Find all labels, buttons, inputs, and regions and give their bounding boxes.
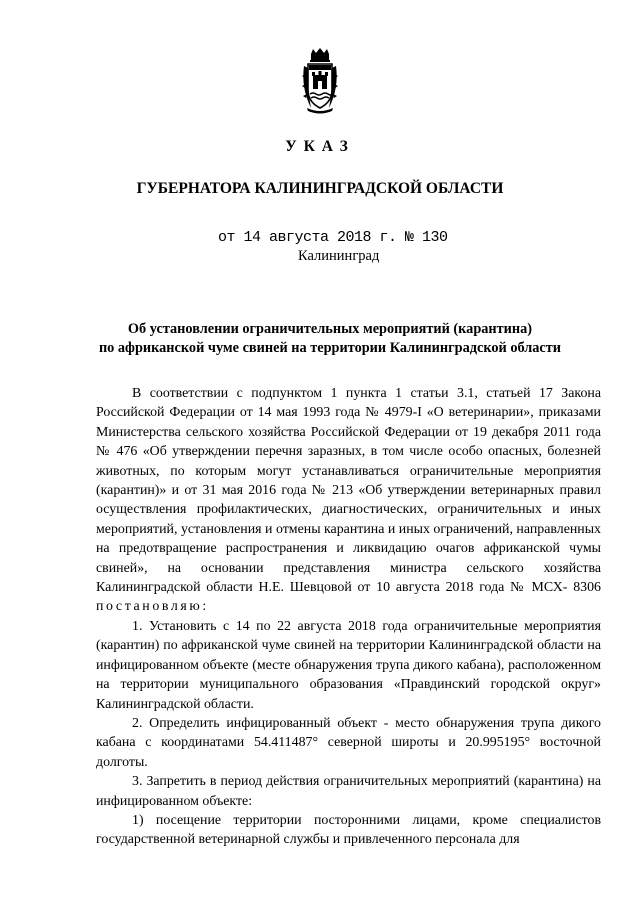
coat-of-arms-emblem bbox=[299, 48, 341, 114]
item-2: 2. Определить инфицированный объект - место обнаружения трупа дикого кабана с координатами 54.411487° северной широты и 20.995195° восточной долготы. bbox=[96, 715, 601, 770]
item-3-1: 1) посещение территории посторонними лицами, кроме специалистов государственной ветеринарной службы и привлеченного персонала для bbox=[96, 812, 601, 848]
issuer-heading: ГУБЕРНАТОРА КАЛИНИНГРАДСКОЙ ОБЛАСТИ bbox=[136, 180, 504, 197]
decree-title-line-2: по африканской чуме свиней на территории Калининградской области bbox=[98, 340, 562, 356]
item-3: 3. Запретить в период действия ограничительных мероприятий (карантина) на инфицированном объекте: bbox=[96, 774, 601, 809]
decree-title-line-1: Об установлении ограничительных мероприятий (карантина) bbox=[127, 321, 533, 337]
decree-body bbox=[96, 384, 601, 850]
item-1: 1. Установить с 14 по 22 августа 2018 года ограничительные мероприятия (карантин) по африканской чуме свиней на территории Калининградской области на инфицированном объекте (месте обнаружения трупа дикого кабана), расположенном на территории муниципального образования «Правдинский городской округ» Калининградской области. bbox=[96, 618, 601, 712]
decree-word: постановляю: bbox=[96, 599, 209, 615]
city-name: Калининград bbox=[298, 248, 380, 264]
date-and-number: от 14 августа 2018 г. № 130 bbox=[218, 229, 448, 246]
preamble-paragraph bbox=[96, 384, 601, 617]
preamble-text: В соответствии с подпунктом 1 пункта 1 статьи 3.1, статьей 17 Закона Российской Федерации от 14 мая 1993 года № 4979-I «О ветеринарии», приказами Министерства сельского хозяйства Российской Федерации от 19 декабря 2011 года № 476 «Об утверждении перечня заразных, в том числе особо опасных, болезней животных, по которым могут устанавливаться ограничительные мероприятия (карантин)» и от 31 мая 2016 года № 213 «Об утверждении ветеринарных правил осуществления профилактических, диагностических, ограничительных и иных мероприятий, установления и отмены карантина и иных ограничений, направленных на предотвращение распространения и ликвидацию очагов африканской чумы свиней», на основании представления министра сельского хозяйства Калининградской области Н.Е. Шевцовой от 10 августа 2018 года № МСХ- 8306 bbox=[96, 386, 601, 596]
document-type-heading: УКАЗ bbox=[285, 138, 355, 155]
crown-icon bbox=[310, 48, 330, 62]
decree-title bbox=[60, 320, 600, 358]
